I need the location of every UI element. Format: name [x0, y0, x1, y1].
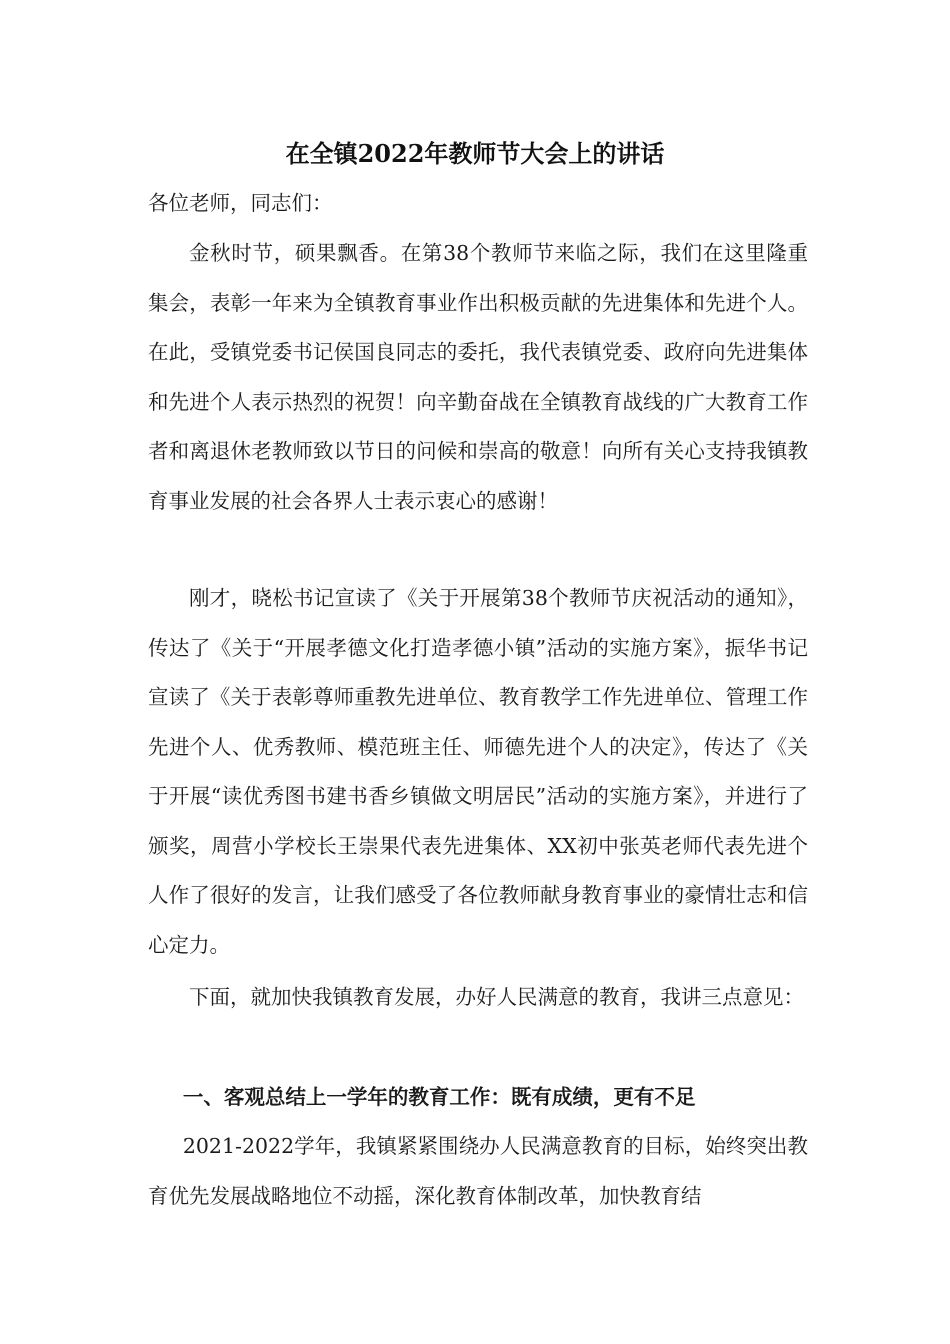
section-paragraph: 2021-2022学年，我镇紧紧围绕办人民满意教育的目标，始终突出教育优先发展战略地位不动摇，深化教育体制改革，加快教育结 — [148, 1134, 808, 1208]
paragraph-review: 刚才，晓松书记宣读了《关于开展第38个教师节庆祝活动的通知》，传达了《关于“开展孝德文化打造孝德小镇”活动的实施方案》，振华书记宣读了《关于表彰尊师重教先进单位、教育教学工作先进单位、管理工作先进个人、优秀教师、模范班主任、师德先进个人的决定》，传达了《关于开展“读优秀图书建书香乡镇做文明居民”活动的实施方案》，并进行了颁奖，周营小学校长王崇果代表先进集体、XX初中张英老师代表先进个人作了很好的发言，让我们感受了各位教师献身教育事业的豪情壮志和信心定力。 — [148, 586, 808, 957]
paragraph-opening: 金秋时节，硕果飘香。在第38个教师节来临之际，我们在这里隆重集会，表彰一年来为全镇教育事业作出积极贡献的先进集体和先进个人。在此，受镇党委书记侯国良同志的委托，我代表镇党委、政府向先进集体和先进个人表示热烈的祝贺！向辛勤奋战在全镇教育战线的广大教育工作者和离退休老教师致以节日的问候和崇高的敬意！向所有关心支持我镇教育事业发展的社会各界人士表示衷心的感谢！ — [148, 241, 808, 513]
document-title: 在全镇2022年教师节大会上的讲话 — [285, 139, 665, 168]
paragraph-transition: 下面，就加快我镇教育发展，办好人民满意的教育，我讲三点意见： — [189, 985, 804, 1009]
section-heading: 一、客观总结上一学年的教育工作：既有成绩，更有不足 — [182, 1085, 696, 1109]
salutation: 各位老师，同志们： — [148, 191, 333, 215]
